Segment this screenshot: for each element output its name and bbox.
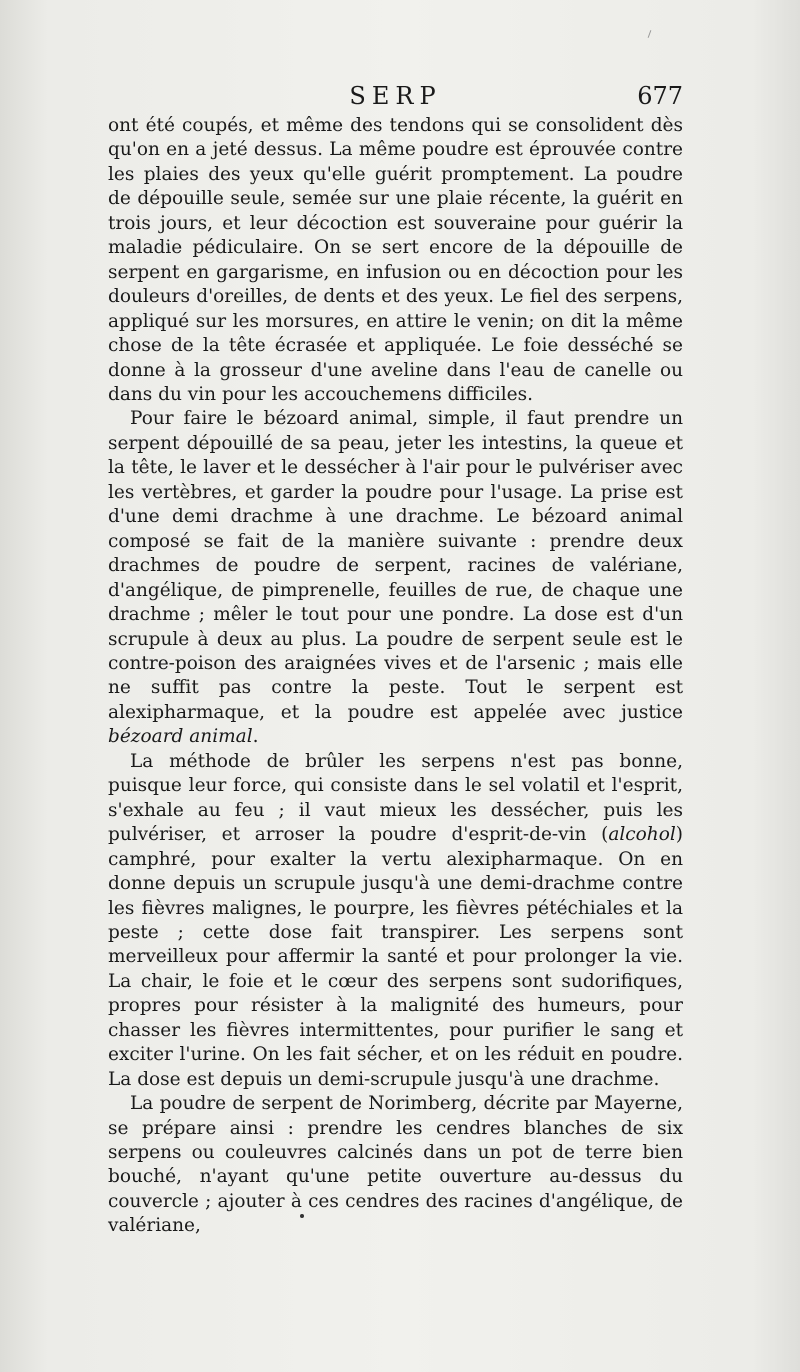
paragraph-text: La poudre de serpent de Norimberg, décrite par Mayerne, se prépare ainsi : prendre les cendres blanches de six serpens ou couleuvres calcinés dans un pot de terre bien bouché, n'ayant qu'une petite ouverture au-dessus du couvercle ; ajouter à ces cendres des racines d'angélique, de valériane, xyxy=(108,1093,683,1237)
paragraph-3 xyxy=(108,750,683,1092)
italic-term: bézoard animal xyxy=(108,726,253,748)
paragraph-text: ) camphré, pour exalter la vertu alexipharmaque. On en donne depuis un scrupule jusqu'à une demi-drachme contre les fièvres malignes, le pourpre, les fièvres pétéchiales et la peste ; cette dose fait transpirer. Les serpens sont merveilleux pour affermir la santé et pour prolonger la vie. La chair, le foie et le cœur des serpens sont sudorifiques, propres pour résister à la malignité des humeurs, pour chasser les fièvres intermittentes, pour purifier le sang et exciter l'urine. On les fait sécher, et on les réduit en poudre. La dose est depuis un demi-scrupule jusqu'à une drachme. xyxy=(108,824,683,1090)
paragraph-2 xyxy=(108,407,683,749)
paragraph-4 xyxy=(108,1092,683,1239)
paragraph-1 xyxy=(108,114,683,407)
paragraph-text: Pour faire le bézoard animal, simple, il faut prendre un serpent dépouillé de sa peau, jeter les intestins, la queue et la tête, le laver et le dessécher à l'air pour le pulvériser avec les vertèbres, et garder la poudre pour l'usage. La prise est d'une demi drachme à une drachme. Le bézoard animal composé se fait de la manière suivante : prendre deux drachmes de poudre de serpent, racines de valériane, d'angélique, de pimprenelle, feuilles de rue, de chaque une drachme ; mêler le tout pour une pondre. La dose est d'un scrupule à deux au plus. La poudre de serpent seule est le contre-poison des araignées vives et de l'arsenic ; mais elle ne suffit pas contre la peste. Tout le serpent est alexipharmaque, et la poudre est appelée avec justice xyxy=(108,408,683,723)
page-number: 677 xyxy=(637,82,683,110)
running-head-title: SERP xyxy=(349,82,442,110)
ink-dot xyxy=(300,1214,304,1218)
paragraph-text: La méthode de brûler les serpens n'est pas bonne, puisque leur force, qui consiste dans le sel volatil et l'esprit, s'exhale au feu ; il vaut mieux les dessécher, puis les pulvériser, et arroser la poudre d'esprit-de-vin ( xyxy=(108,750,683,846)
paragraph-text: . xyxy=(252,726,259,748)
paragraph-text: ont été coupés, et même des tendons qui se consolident dès qu'on en a jeté dessus. La même poudre est éprouvée contre les plaies des yeux qu'elle guérit promptement. La poudre de dépouille seule, semée sur une plaie récente, la guérit en trois jours, et leur décoction est souveraine pour guérir la maladie pédiculaire. On se sert encore de la dépouille de serpent en gargarisme, en infusion ou en décoction pour les douleurs d'oreilles, de dents et des yeux. Le fiel des serpens, appliqué sur les morsures, en attire le venin; on dit la même chose de la tête écrasée et appliquée. Le foie desséché se donne à la grosseur d'une aveline dans l'eau de canelle ou dans du vin pour les accouchemens difficiles. xyxy=(108,115,683,405)
margin-mark xyxy=(648,30,652,38)
running-head xyxy=(108,82,683,112)
italic-term: alcohol xyxy=(608,824,676,846)
body-text xyxy=(108,114,683,1239)
